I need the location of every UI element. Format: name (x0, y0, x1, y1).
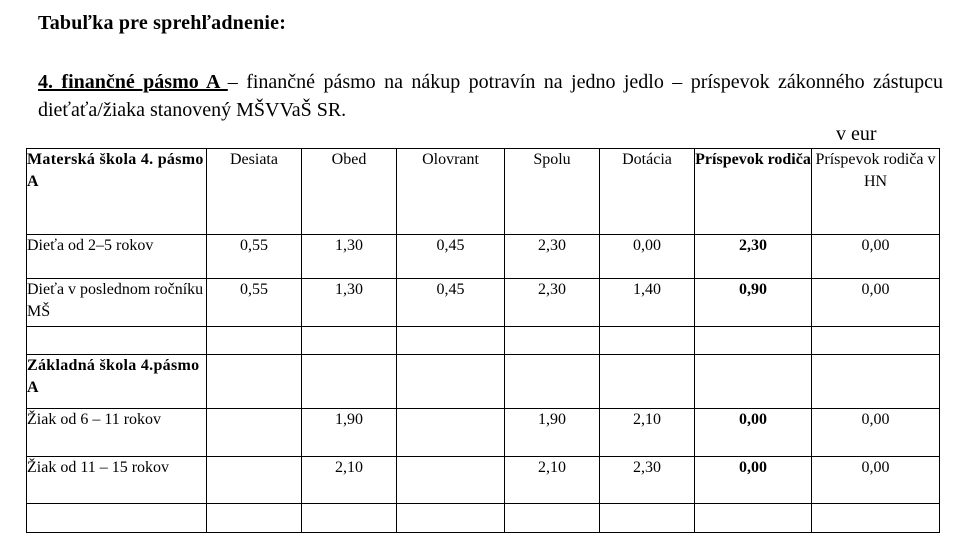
row-label: Dieťa v poslednom ročníku MŠ (27, 279, 207, 327)
header-obed: Obed (302, 149, 397, 235)
cell-obed: 2,10 (302, 457, 397, 504)
cell-desiata: 0,55 (207, 235, 302, 279)
intro-paragraph (38, 68, 943, 124)
row-label: Dieťa od 2–5 rokov (27, 235, 207, 279)
cell-dotacia: 0,00 (600, 235, 695, 279)
cell-spolu: 2,30 (505, 235, 600, 279)
section-row-zs (27, 355, 940, 409)
cell-prispevok-hn: 0,00 (812, 409, 940, 457)
header-olovrant: Olovrant (397, 149, 505, 235)
cell-dotacia: 1,40 (600, 279, 695, 327)
header-spolu: Spolu (505, 149, 600, 235)
unit-label: v eur (836, 123, 877, 145)
cell-desiata (207, 409, 302, 457)
cell-prispevok: 0,90 (695, 279, 812, 327)
cell-olovrant: 0,45 (397, 279, 505, 327)
cell-prispevok-hn: 0,00 (812, 457, 940, 504)
cell-prispevok-hn: 0,00 (812, 235, 940, 279)
cell-spolu: 1,90 (505, 409, 600, 457)
intro-text: – finančné pásmo na nákup potravín na jedno jedlo – príspevok zákonného zástupcu dieťaťa/žiaka stanovený MŠVVaŠ SR. (38, 71, 943, 121)
cell-desiata: 0,55 (207, 279, 302, 327)
row-label: Žiak od 6 – 11 rokov (27, 409, 207, 457)
cell-dotacia: 2,30 (600, 457, 695, 504)
table-row (27, 235, 940, 279)
cell-prispevok: 2,30 (695, 235, 812, 279)
cell-prispevok-hn: 0,00 (812, 279, 940, 327)
cell-prispevok: 0,00 (695, 457, 812, 504)
table-row (27, 409, 940, 457)
section-zs: Základná škola 4.pásmo A (27, 355, 207, 409)
cell-olovrant (397, 409, 505, 457)
cell-olovrant (397, 457, 505, 504)
cell-spolu: 2,30 (505, 279, 600, 327)
empty-row (27, 504, 940, 533)
header-row (27, 149, 940, 235)
cell-obed: 1,30 (302, 235, 397, 279)
header-prispevok-rodica-hn: Príspevok rodiča v HN (812, 149, 940, 235)
header-dotacia: Dotácia (600, 149, 695, 235)
row-label: Žiak od 11 – 15 rokov (27, 457, 207, 504)
cell-dotacia: 2,10 (600, 409, 695, 457)
page-title: Tabuľka pre sprehľadnenie: (38, 12, 287, 34)
cell-obed: 1,90 (302, 409, 397, 457)
cell-olovrant: 0,45 (397, 235, 505, 279)
table-row (27, 457, 940, 504)
price-table (26, 148, 940, 533)
header-desiata: Desiata (207, 149, 302, 235)
header-section-ms: Materská škola 4. pásmo A (27, 149, 207, 235)
cell-spolu: 2,10 (505, 457, 600, 504)
empty-row (27, 327, 940, 355)
cell-prispevok: 0,00 (695, 409, 812, 457)
table-row (27, 279, 940, 327)
cell-desiata (207, 457, 302, 504)
header-prispevok-rodica: Príspevok rodiča (695, 149, 812, 235)
cell-obed: 1,30 (302, 279, 397, 327)
intro-lead: 4. finančné pásmo A (38, 71, 228, 93)
